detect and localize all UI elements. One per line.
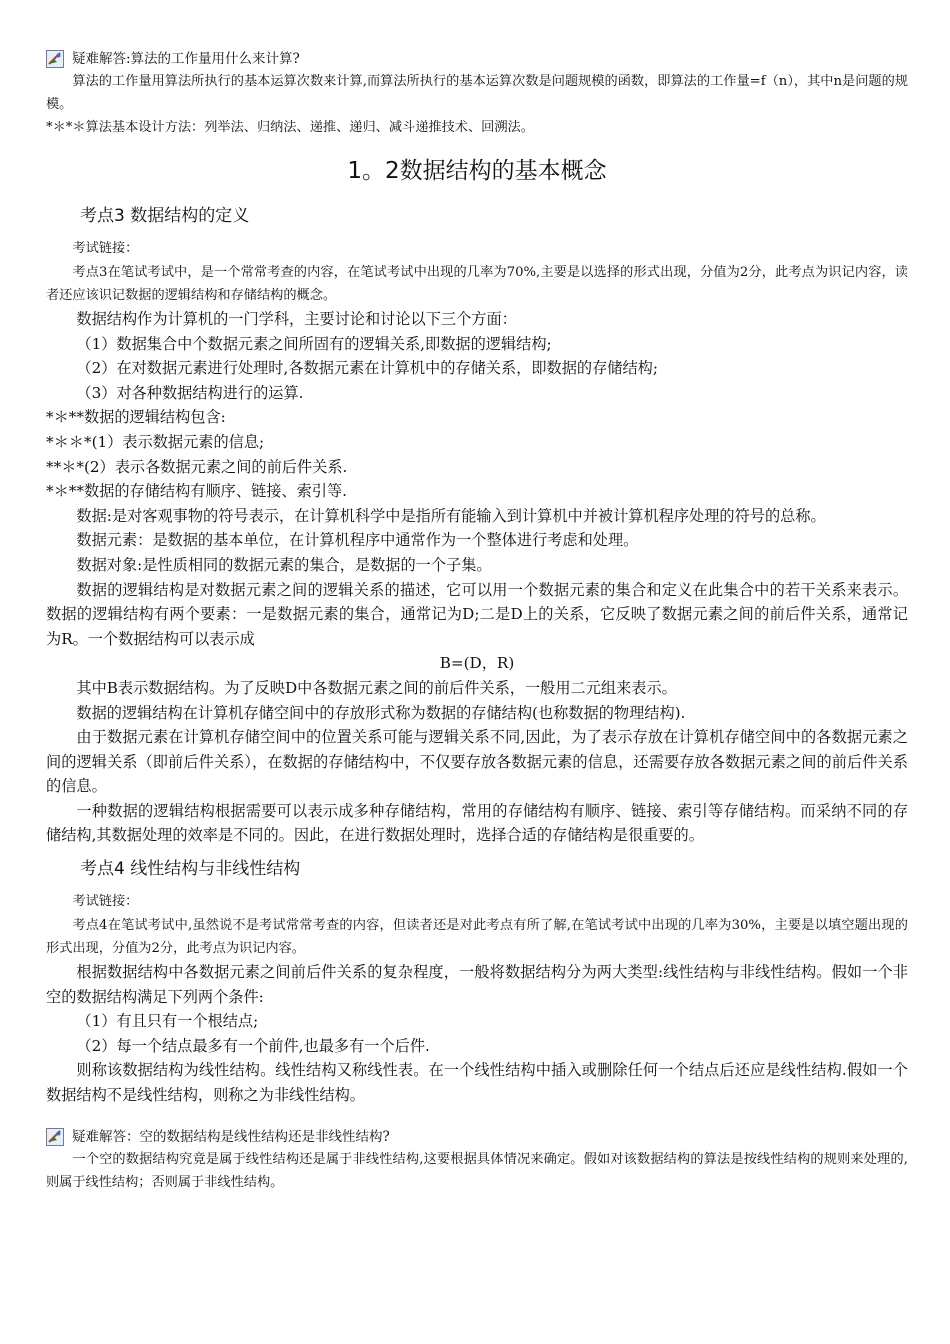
star-line-2: *＊＊*(1）表示数据元素的信息;	[46, 432, 265, 451]
qa-heading-1	[46, 48, 908, 70]
para-object: 数据对象:是性质相同的数据元素的集合，是数据的一个子集。	[76, 555, 492, 574]
qa-answer: 算法的工作量用算法所执行的基本运算次数来计算,而算法所执行的基本运算次数是问题规模的函数，即算法的工作量=f（n），其中n是问题的规模。	[46, 74, 908, 112]
star-line-3: **＊*(2）表示各数据元素之间的前后件关系.	[46, 457, 348, 476]
exam-link-label-2: 考试链接：	[72, 894, 139, 910]
para-element: 数据元素：是数据的基本单位，在计算机程序中通常作为一个整体进行考虑和处理。	[76, 531, 639, 550]
qa-title: 疑难解答:算法的工作量用什么来计算?	[72, 51, 300, 67]
qa-heading-2	[46, 1126, 908, 1148]
para-position: 由于数据元素在计算机存储空间中的位置关系可能与逻辑关系不同,因此，为了表示存放在计算机存储空间中的各数据元素之间的逻辑关系（即前后件关系），在数据的存储结构中，不仅要存放各数据元素的信息，还需要存放各数据元素之间的前后件关系的信息。	[46, 728, 908, 796]
formula: B=(D，R)	[439, 654, 515, 673]
document-page	[46, 48, 908, 1194]
para-multi: 一种数据的逻辑结构根据需要可以表示成多种存储结构，常用的存储结构有顺序、链接、索引等存储结构。而采纳不同的存储结构,其数据处理的效率是不同的。因此，在进行数据处理时，选择合适的存储结构是很重要的。	[46, 801, 908, 845]
star-methods-line: *＊*＊算法基本设计方法：列举法、归纳法、递推、递归、减斗递推技术、回溯法。	[46, 120, 534, 135]
kd3-item-2: （2）在对数据元素进行处理时,各数据元素在计算机中的存储关系，即数据的存储结构;	[76, 359, 658, 378]
broken-image-icon	[46, 1128, 64, 1146]
kd3-intro: 数据结构作为计算机的一门学科，主要讨论和讨论以下三个方面：	[76, 310, 517, 328]
exam-link-text: 考点3在笔试考试中，是一个常常考查的内容，在笔试考试中出现的几率为70%,主要是以选择的形式出现，分值为2分，此考点为识记内容，读者还应该识记数据的逻辑结构和存储结构的概念。	[46, 265, 908, 303]
section-title: 1。2数据结构的基本概念	[347, 158, 607, 184]
star-line-4: *＊**数据的存储结构有顺序、链接、索引等.	[46, 482, 347, 501]
broken-image-icon	[46, 50, 64, 68]
kd4-intro: 根据数据结构中各数据元素之间前后件关系的复杂程度，一般将数据结构分为两大类型:线性结构与非线性结构。假如一个非空的数据结构满足下列两个条件:	[46, 963, 908, 1006]
kaodian-4-title: 考点4 线性结构与非线性结构	[80, 859, 301, 880]
para-storage: 数据的逻辑结构在计算机存储空间中的存放形式称为数据的存储结构(也称数据的物理结构).	[76, 703, 686, 722]
kd4-item-2: （2）每一个结点最多有一个前件,也最多有一个后件.	[76, 1036, 430, 1055]
kd3-item-3: （3）对各种数据结构进行的运算.	[76, 383, 304, 402]
qa-title-2: 疑难解答：空的数据结构是线性结构还是非线性结构?	[72, 1128, 390, 1145]
kd3-item-1: （1）数据集合中个数据元素之间所固有的逻辑关系,即数据的逻辑结构;	[76, 334, 552, 353]
kaodian-3-title: 考点3 数据结构的定义	[80, 206, 250, 226]
para-b: 其中B表示数据结构。为了反映D中各数据元素之间的前后件关系，一般用二元组来表示。	[76, 678, 677, 697]
exam-link-text-2: 考点4在笔试考试中,虽然说不是考试常常考查的内容，但读者还是对此考点有所了解,在笔试考试中出现的几率为30%，主要是以填空题出现的形式出现，分值为2分，此考点为识记内容。	[46, 918, 908, 957]
star-line-1: *＊**数据的逻辑结构包含:	[46, 408, 226, 427]
kd4-conclusion: 则称该数据结构为线性结构。线性结构又称线性表。在一个线性结构中插入或删除任何一个结点后还应是线性结构.假如一个数据结构不是线性结构，则称之为非线性结构。	[46, 1061, 908, 1105]
kd4-item-1: （1）有且只有一个根结点;	[76, 1012, 259, 1031]
para-logic: 数据的逻辑结构是对数据元素之间的逻辑关系的描述，它可以用一个数据元素的集合和定义在此集合中的若干关系来表示。数据的逻辑结构有两个要素：一是数据元素的集合，通常记为D;二是D上的关系，它反映了数据元素之间的前后件关系，通常记为R。一个数据结构可以表示成	[46, 580, 908, 648]
qa-answer-2: 一个空的数据结构究竟是属于线性结构还是属于非线性结构,这要根据具体情况来确定。假如对该数据结构的算法是按线性结构的规则来处理的,则属于线性结构；否则属于非线性结构。	[46, 1151, 908, 1190]
para-data: 数据:是对客观事物的符号表示，在计算机科学中是指所有能输入到计算机中并被计算机程序处理的符号的总称。	[76, 506, 826, 525]
exam-link-label: 考试链接：	[72, 241, 139, 256]
